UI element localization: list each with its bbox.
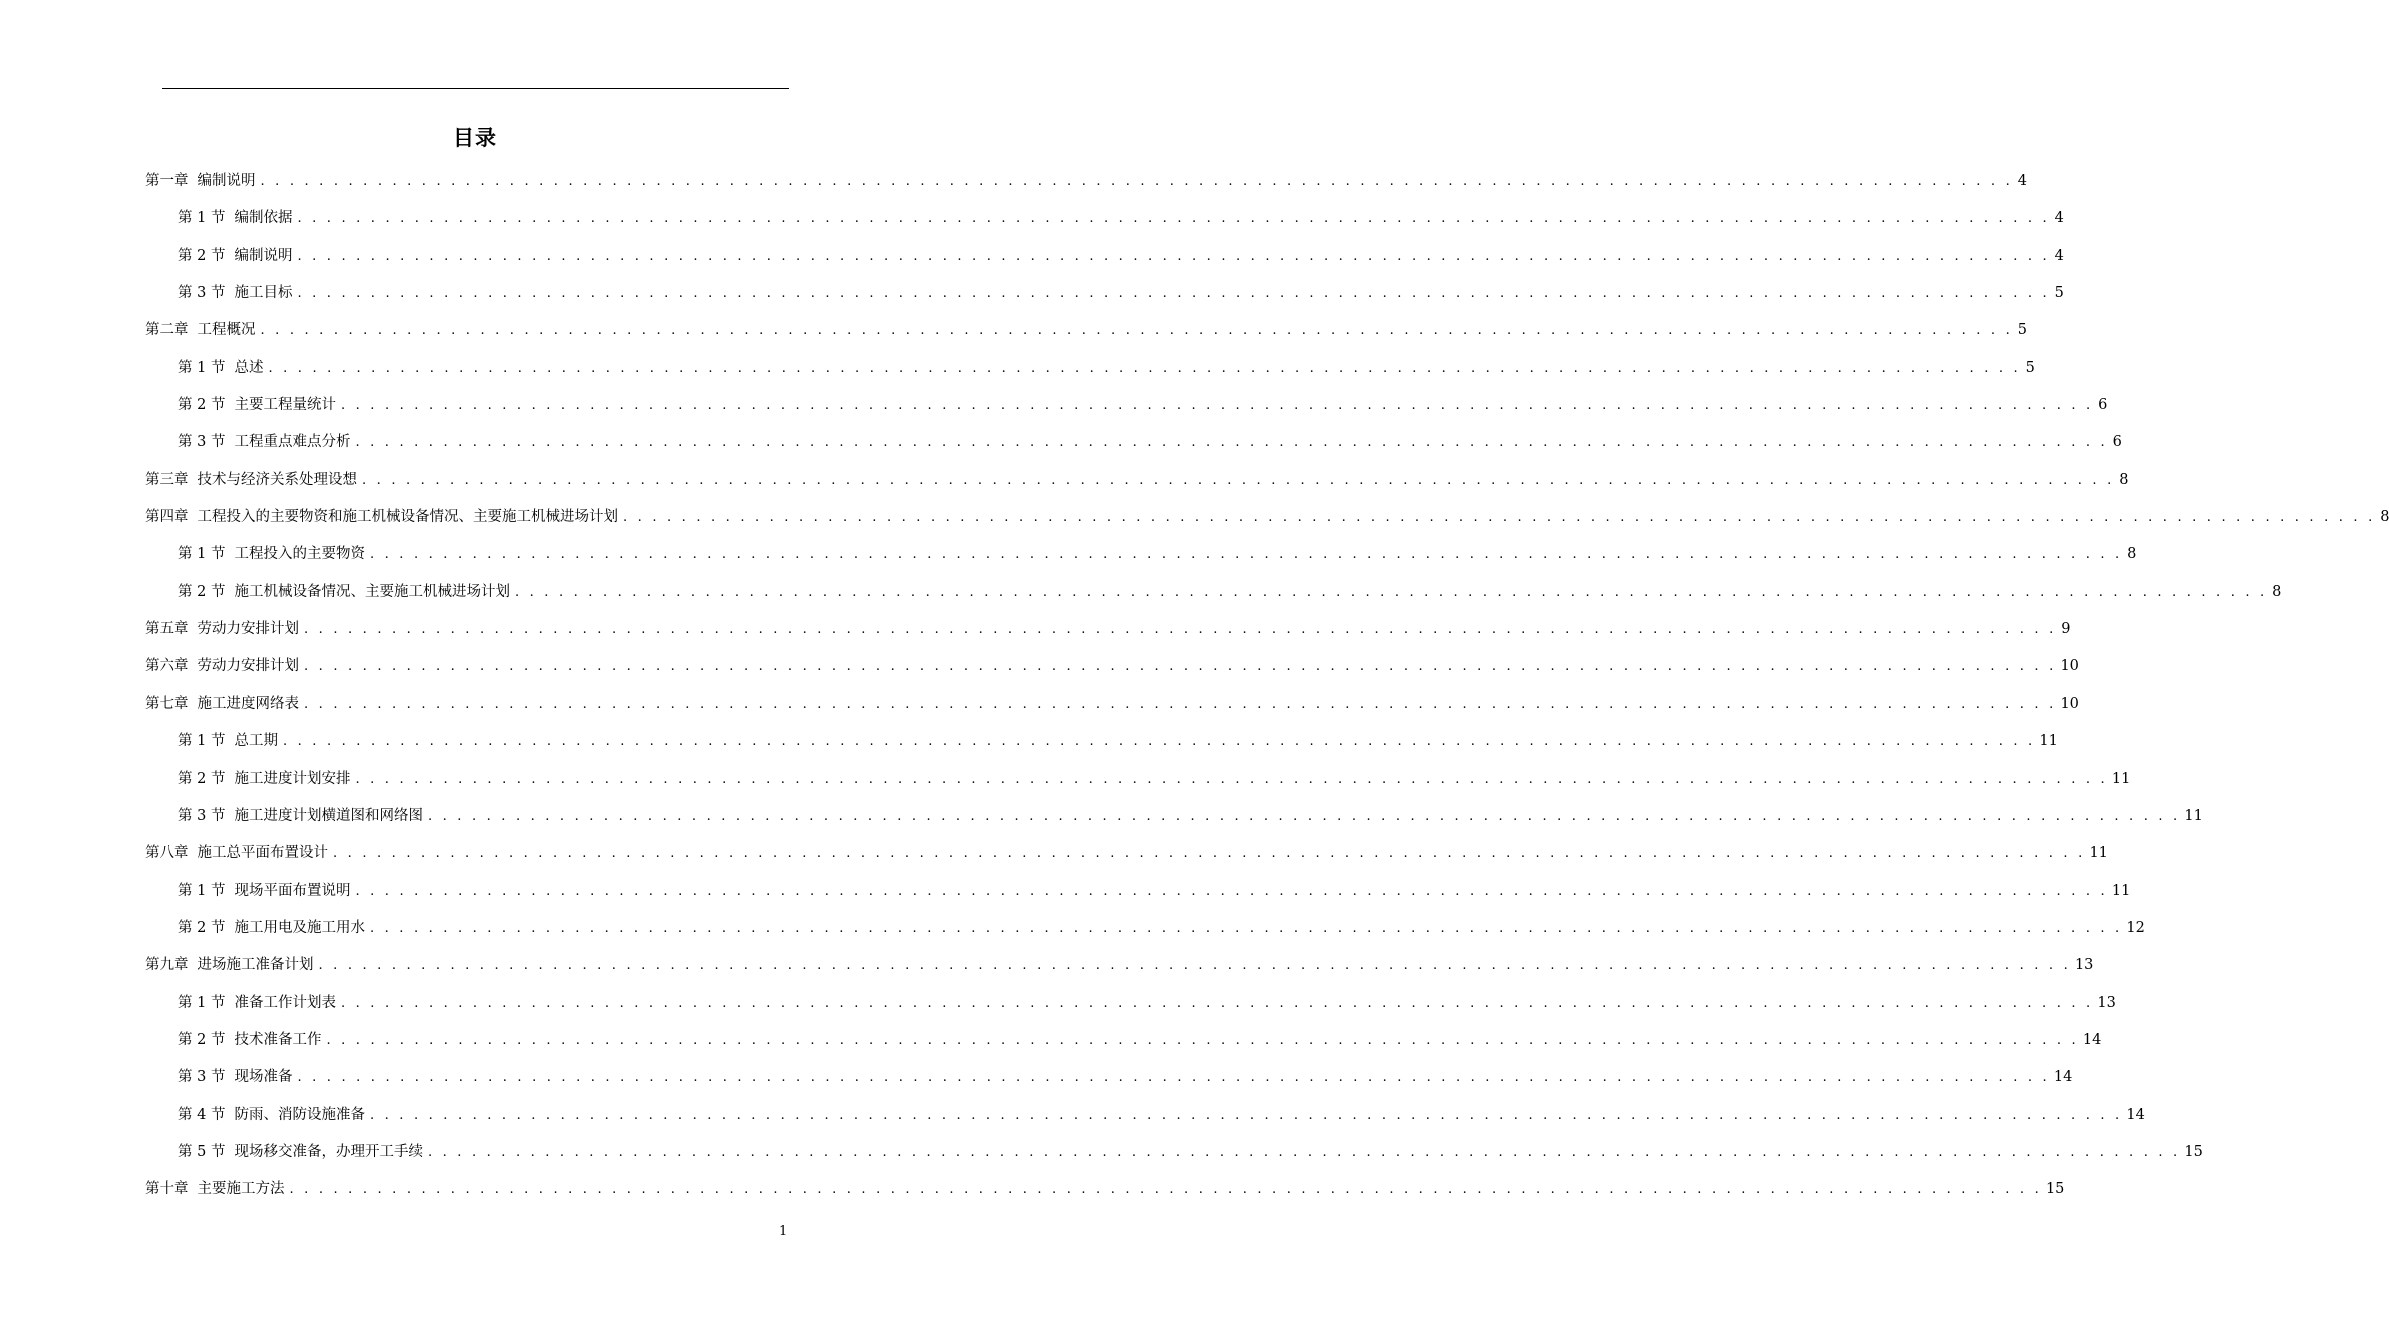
toc-section-entry[interactable] — [145, 761, 2131, 798]
toc-entry-page: 11 — [2111, 770, 2131, 787]
toc-entry-number: 第七章 — [145, 695, 189, 712]
toc-entry-page: 11 — [2089, 845, 2108, 862]
toc-entry-title: 编制说明 — [234, 247, 293, 264]
toc-entry-label — [145, 163, 256, 200]
toc-entry-label — [145, 312, 256, 349]
toc-title: 目录 — [453, 126, 497, 150]
toc-entry-page: 6 — [2098, 397, 2108, 414]
toc-section-entry[interactable] — [145, 275, 2064, 312]
toc-entry-page: 8 — [2380, 509, 2389, 526]
toc-chapter-entry[interactable] — [145, 648, 2079, 685]
toc-section-entry[interactable] — [145, 1134, 2203, 1171]
toc-section-entry[interactable] — [145, 1022, 2102, 1059]
toc-entry-label — [178, 1134, 423, 1171]
toc-section-entry[interactable] — [145, 536, 2137, 573]
toc-entry-title: 工程投入的主要物资 — [234, 546, 365, 563]
toc-entry-number: 第九章 — [145, 957, 189, 974]
toc-entry-page: 4 — [2017, 173, 2027, 189]
toc-entry-number: 第 4 节 — [178, 1106, 226, 1123]
toc-entry-title: 施工用电及施工用水 — [234, 919, 365, 936]
toc-dot-leader: . . . . . . . . . . . . . . . . . . . . . . . . . . . . . . . . . . . . . . . . . . . . . . . . . . . . . . . . . . . . . . . . . . . . . . . . . . . . . . . . . . . . . . . . . . . . . . . . . . . . . . . . . . . . . . . . . . . . . . . . — [369, 547, 2123, 563]
toc-entry-title: 编制说明 — [197, 173, 256, 189]
toc-entry-page: 8 — [2119, 471, 2129, 488]
toc-entry-page: 8 — [2272, 583, 2282, 600]
toc-section-entry[interactable] — [145, 985, 2116, 1022]
toc-chapter-entry[interactable] — [145, 686, 2079, 723]
toc-entry-label — [178, 350, 263, 387]
toc-section-entry[interactable] — [145, 350, 2035, 387]
toc-entry-number: 第 3 节 — [178, 1069, 226, 1086]
toc-entry-number: 第二章 — [145, 322, 189, 339]
toc-dot-leader: . . . . . . . . . . . . . . . . . . . . . . . . . . . . . . . . . . . . . . . . . . . . . . . . . . . . . . . . . . . . . . . . . . . . . . . . . . . . . . . . . . . . . . . . . . . . . . . . . . . . . . . . . . . . . . . . . . . . . . . . — [297, 1070, 2050, 1086]
toc-entry-page: 4 — [2054, 247, 2064, 264]
toc-dot-leader: . . . . . . . . . . . . . . . . . . . . . . . . . . . . . . . . . . . . . . . . . . . . . . . . . . . . . . . . . . . . . . . . . . . . . . . . . . . . . . . . . . . . . . . . . . . . . . . . . . . . . . . . . . . . . . . . . . . . . . . . — [297, 286, 2050, 302]
toc-entry-label — [178, 275, 292, 312]
toc-entry-label — [178, 424, 350, 461]
toc-chapter-entry[interactable] — [145, 1171, 2065, 1208]
toc-entry-label — [178, 387, 336, 424]
toc-entry-page: 14 — [2082, 1031, 2102, 1048]
toc-entry-title: 工程重点难点分析 — [234, 434, 351, 451]
toc-entry-title: 主要工程量统计 — [234, 397, 336, 414]
toc-entry-label — [178, 873, 350, 910]
toc-entry-label — [145, 947, 314, 984]
toc-dot-leader: . . . . . . . . . . . . . . . . . . . . . . . . . . . . . . . . . . . . . . . . . . . . . . . . . . . . . . . . . . . . . . . . . . . . . . . . . . . . . . . . . . . . . . . . . . . . . . . . . . . . . . . . . . . . . . . . . . . . . . . . — [355, 771, 2108, 787]
toc-dot-leader: . . . . . . . . . . . . . . . . . . . . . . . . . . . . . . . . . . . . . . . . . . . . . . . . . . . . . . . . . . . . . . . . . . . . . . . . . . . . . . . . . . . . . . . . . . . . . . . . . . . . . . . . . . . . . . . . . . . . . . . . — [340, 995, 2094, 1011]
toc-chapter-entry[interactable] — [145, 462, 2129, 499]
toc-dot-leader: . . . . . . . . . . . . . . . . . . . . . . . . . . . . . . . . . . . . . . . . . . . . . . . . . . . . . . . . . . . . . . . . . . . . . . . . . . . . . . . . . . . . . . . . . . . . . . . . . . . . . . . . . . . . . . . . . . . . . . . . — [268, 360, 2021, 376]
page-number: 1 — [779, 1224, 788, 1239]
toc-entry-label — [145, 1171, 285, 1208]
toc-entry-title: 劳动力安排计划 — [197, 621, 299, 638]
toc-chapter-entry[interactable] — [145, 163, 2027, 200]
toc-entry-page: 15 — [2045, 1181, 2065, 1198]
toc-entry-number: 第四章 — [145, 509, 189, 526]
toc-entry-title: 主要施工方法 — [197, 1181, 285, 1198]
toc-entry-label — [178, 238, 292, 275]
toc-dot-leader: . . . . . . . . . . . . . . . . . . . . . . . . . . . . . . . . . . . . . . . . . . . . . . . . . . . . . . . . . . . . . . . . . . . . . . . . . . . . . . . . . . . . . . . . . . . . . . . . . . . . . . . . . . . . . . . . . . . . . . . . — [514, 584, 2268, 600]
toc-entry-title: 施工目标 — [234, 285, 293, 302]
toc-entry-label — [145, 648, 299, 685]
toc-entry-page: 4 — [2054, 210, 2064, 227]
toc-entry-title: 总工期 — [234, 733, 278, 750]
toc-entry-title: 技术与经济关系处理设想 — [197, 471, 357, 488]
toc-entry-label — [178, 985, 336, 1022]
toc-entry-number: 第 1 节 — [178, 359, 226, 376]
toc-entry-page: 11 — [2111, 882, 2131, 899]
toc-entry-title: 现场移交准备，办理开工手续 — [234, 1143, 423, 1160]
toc-entry-number: 第三章 — [145, 471, 189, 488]
toc-entry-title: 施工进度计划横道图和网络图 — [234, 807, 423, 824]
toc-entry-title: 准备工作计划表 — [234, 994, 336, 1011]
toc-dot-leader: . . . . . . . . . . . . . . . . . . . . . . . . . . . . . . . . . . . . . . . . . . . . . . . . . . . . . . . . . . . . . . . . . . . . . . . . . . . . . . . . . . . . . . . . . . . . . . . . . . . . . . . . . . . . . . . . . . . . . . . . — [297, 248, 2050, 264]
toc-entry-label — [145, 499, 618, 536]
toc-entry-number: 第五章 — [145, 621, 189, 638]
toc-entry-number: 第 1 节 — [178, 994, 226, 1011]
toc-entry-number: 第 2 节 — [178, 770, 226, 787]
toc-section-entry[interactable] — [145, 200, 2064, 237]
toc-entry-title: 劳动力安排计划 — [197, 658, 299, 675]
toc-entry-label — [178, 798, 423, 835]
toc-entry-title: 工程投入的主要物资和施工机械设备情况、主要施工机械进场计划 — [197, 509, 618, 526]
toc-entry-title: 工程概况 — [197, 322, 256, 339]
toc-dot-leader: . . . . . . . . . . . . . . . . . . . . . . . . . . . . . . . . . . . . . . . . . . . . . . . . . . . . . . . . . . . . . . . . . . . . . . . . . . . . . . . . . . . . . . . . . . . . . . . . . . . . . . . . . . . . . . . . . . . . . . . . — [355, 883, 2108, 899]
toc-dot-leader: . . . . . . . . . . . . . . . . . . . . . . . . . . . . . . . . . . . . . . . . . . . . . . . . . . . . . . . . . . . . . . . . . . . . . . . . . . . . . . . . . . . . . . . . . . . . . . . . . . . . . . . . . . . . . . . . . . . . . . . . — [297, 211, 2050, 227]
toc-dot-leader: . . . . . . . . . . . . . . . . . . . . . . . . . . . . . . . . . . . . . . . . . . . . . . . . . . . . . . . . . . . . . . . . . . . . . . . . . . . . . . . . . . . . . . . . . . . . . . . . . . . . . . . . . . . . . . . . . . . . . . . . — [260, 174, 2013, 189]
toc-entry-label — [178, 910, 365, 947]
toc-section-entry[interactable] — [145, 910, 2145, 947]
toc-entry-title: 进场施工准备计划 — [197, 957, 314, 974]
toc-entry-number: 第 3 节 — [178, 285, 226, 302]
toc-entry-label — [145, 462, 357, 499]
toc-entry-number: 第 3 节 — [178, 434, 226, 451]
toc-entry-page: 13 — [2097, 994, 2116, 1011]
toc-entry-number: 第 2 节 — [178, 583, 226, 600]
table-of-contents — [145, 163, 2389, 1209]
toc-entry-number: 第 2 节 — [178, 919, 226, 936]
toc-entry-page: 9 — [2061, 621, 2071, 638]
toc-entry-title: 现场准备 — [234, 1069, 293, 1086]
toc-entry-title: 防雨、消防设施准备 — [234, 1106, 365, 1123]
toc-entry-number: 第 2 节 — [178, 247, 226, 264]
toc-entry-page: 5 — [2054, 285, 2064, 302]
toc-entry-label — [178, 1022, 321, 1059]
toc-dot-leader: . . . . . . . . . . . . . . . . . . . . . . . . . . . . . . . . . . . . . . . . . . . . . . . . . . . . . . . . . . . . . . . . . . . . . . . . . . . . . . . . . . . . . . . . . . . . . . . . . . . . . . . . . . . . . . . . . . . . . . . . — [289, 1182, 2042, 1198]
toc-entry-title: 技术准备工作 — [234, 1031, 322, 1048]
toc-section-entry[interactable] — [145, 387, 2108, 424]
toc-dot-leader: . . . . . . . . . . . . . . . . . . . . . . . . . . . . . . . . . . . . . . . . . . . . . . . . . . . . . . . . . . . . . . . . . . . . . . . . . . . . . . . . . . . . . . . . . . . . . . . . . . . . . . . . . . . . . . . . . . . . . . . . — [304, 659, 2057, 675]
toc-entry-number: 第六章 — [145, 658, 189, 675]
toc-entry-title: 施工总平面布置设计 — [197, 845, 328, 862]
toc-chapter-entry[interactable] — [145, 611, 2071, 648]
toc-entry-page: 10 — [2060, 695, 2079, 712]
toc-dot-leader: . . . . . . . . . . . . . . . . . . . . . . . . . . . . . . . . . . . . . . . . . . . . . . . . . . . . . . . . . . . . . . . . . . . . . . . . . . . . . . . . . . . . . . . . . . . . . . . . . . . . . . . . . . . . . . . . . . . . . . . . — [362, 472, 2115, 488]
toc-entry-label — [145, 835, 328, 872]
toc-entry-label — [178, 200, 292, 237]
toc-section-entry[interactable] — [145, 238, 2064, 275]
toc-chapter-entry[interactable] — [145, 835, 2108, 872]
toc-entry-page: 11 — [2184, 807, 2203, 824]
toc-entry-label — [178, 536, 365, 573]
toc-entry-number: 第 3 节 — [178, 807, 226, 824]
toc-dot-leader: . . . . . . . . . . . . . . . . . . . . . . . . . . . . . . . . . . . . . . . . . . . . . . . . . . . . . . . . . . . . . . . . . . . . . . . . . . . . . . . . . . . . . . . . . . . . . . . . . . . . . . . . . . . . . . . . . . . . . . . . — [355, 435, 2108, 451]
toc-section-entry[interactable] — [145, 798, 2203, 835]
toc-entry-label — [178, 574, 510, 611]
toc-entry-label — [178, 723, 278, 760]
toc-section-entry[interactable] — [145, 574, 2282, 611]
toc-dot-leader: . . . . . . . . . . . . . . . . . . . . . . . . . . . . . . . . . . . . . . . . . . . . . . . . . . . . . . . . . . . . . . . . . . . . . . . . . . . . . . . . . . . . . . . . . . . . . . . . . . . . . . . . . . . . . . . . . . . . . . . . — [304, 696, 2057, 712]
toc-entry-number: 第一章 — [145, 173, 189, 189]
toc-entry-page: 15 — [2184, 1143, 2203, 1160]
toc-entry-label — [178, 1097, 365, 1134]
toc-entry-number: 第十章 — [145, 1181, 189, 1198]
toc-entry-number: 第 2 节 — [178, 397, 226, 414]
toc-section-entry[interactable] — [145, 723, 2058, 760]
toc-entry-page: 6 — [2112, 434, 2122, 451]
toc-entry-label — [178, 761, 350, 798]
toc-entry-title: 施工机械设备情况、主要施工机械进场计划 — [234, 583, 510, 600]
toc-entry-title: 施工进度计划安排 — [234, 770, 351, 787]
toc-entry-number: 第 5 节 — [178, 1143, 226, 1160]
toc-dot-leader: . . . . . . . . . . . . . . . . . . . . . . . . . . . . . . . . . . . . . . . . . . . . . . . . . . . . . . . . . . . . . . . . . . . . . . . . . . . . . . . . . . . . . . . . . . . . . . . . . . . . . . . . . . . . . . . . . . . . . . . . — [340, 398, 2094, 414]
toc-entry-title: 现场平面布置说明 — [234, 882, 351, 899]
toc-section-entry[interactable] — [145, 1059, 2073, 1096]
toc-chapter-entry[interactable] — [145, 312, 2027, 349]
toc-entry-title: 编制依据 — [234, 210, 293, 227]
toc-entry-number: 第 1 节 — [178, 733, 226, 750]
toc-entry-page: 12 — [2126, 919, 2145, 936]
toc-dot-leader: . . . . . . . . . . . . . . . . . . . . . . . . . . . . . . . . . . . . . . . . . . . . . . . . . . . . . . . . . . . . . . . . . . . . . . . . . . . . . . . . . . . . . . . . . . . . . . . . . . . . . . . . . . . . . . . . . . . . . . . . — [623, 510, 2376, 526]
toc-entry-label — [145, 686, 299, 723]
toc-entry-label — [145, 611, 299, 648]
toc-entry-page: 13 — [2074, 957, 2094, 974]
toc-dot-leader: . . . . . . . . . . . . . . . . . . . . . . . . . . . . . . . . . . . . . . . . . . . . . . . . . . . . . . . . . . . . . . . . . . . . . . . . . . . . . . . . . . . . . . . . . . . . . . . . . . . . . . . . . . . . . . . . . . . . . . . . — [260, 323, 2013, 339]
toc-dot-leader: . . . . . . . . . . . . . . . . . . . . . . . . . . . . . . . . . . . . . . . . . . . . . . . . . . . . . . . . . . . . . . . . . . . . . . . . . . . . . . . . . . . . . . . . . . . . . . . . . . . . . . . . . . . . . . . . . . . . . . . . — [282, 734, 2036, 750]
toc-section-entry[interactable] — [145, 424, 2122, 461]
toc-dot-leader: . . . . . . . . . . . . . . . . . . . . . . . . . . . . . . . . . . . . . . . . . . . . . . . . . . . . . . . . . . . . . . . . . . . . . . . . . . . . . . . . . . . . . . . . . . . . . . . . . . . . . . . . . . . . . . . . . . . . . . . . — [318, 958, 2071, 974]
toc-entry-page: 5 — [2025, 359, 2035, 376]
toc-entry-number: 第八章 — [145, 845, 189, 862]
toc-dot-leader: . . . . . . . . . . . . . . . . . . . . . . . . . . . . . . . . . . . . . . . . . . . . . . . . . . . . . . . . . . . . . . . . . . . . . . . . . . . . . . . . . . . . . . . . . . . . . . . . . . . . . . . . . . . . . . . . . . . . . . . . — [304, 622, 2057, 638]
toc-entry-title: 施工进度网络表 — [197, 695, 299, 712]
toc-entry-page: 5 — [2017, 322, 2027, 339]
toc-dot-leader: . . . . . . . . . . . . . . . . . . . . . . . . . . . . . . . . . . . . . . . . . . . . . . . . . . . . . . . . . . . . . . . . . . . . . . . . . . . . . . . . . . . . . . . . . . . . . . . . . . . . . . . . . . . . . . . . . . . . . . . . — [369, 920, 2123, 936]
toc-entry-number: 第 2 节 — [178, 1031, 226, 1048]
toc-dot-leader: . . . . . . . . . . . . . . . . . . . . . . . . . . . . . . . . . . . . . . . . . . . . . . . . . . . . . . . . . . . . . . . . . . . . . . . . . . . . . . . . . . . . . . . . . . . . . . . . . . . . . . . . . . . . . . . . . . . . . . . . — [333, 846, 2086, 862]
toc-entry-number: 第 1 节 — [178, 546, 226, 563]
toc-dot-leader: . . . . . . . . . . . . . . . . . . . . . . . . . . . . . . . . . . . . . . . . . . . . . . . . . . . . . . . . . . . . . . . . . . . . . . . . . . . . . . . . . . . . . . . . . . . . . . . . . . . . . . . . . . . . . . . . . . . . . . . . — [369, 1107, 2123, 1123]
toc-chapter-entry[interactable] — [145, 499, 2389, 536]
toc-section-entry[interactable] — [145, 873, 2131, 910]
toc-entry-page: 14 — [2053, 1069, 2073, 1086]
toc-entry-page: 10 — [2060, 658, 2079, 675]
toc-entry-page: 8 — [2127, 546, 2137, 563]
header-rule — [162, 88, 789, 89]
toc-dot-leader: . . . . . . . . . . . . . . . . . . . . . . . . . . . . . . . . . . . . . . . . . . . . . . . . . . . . . . . . . . . . . . . . . . . . . . . . . . . . . . . . . . . . . . . . . . . . . . . . . . . . . . . . . . . . . . . . . . . . . . . . — [427, 1144, 2181, 1160]
toc-section-entry[interactable] — [145, 1097, 2145, 1134]
toc-entry-title: 总述 — [234, 359, 264, 376]
toc-chapter-entry[interactable] — [145, 947, 2094, 984]
toc-entry-number: 第 1 节 — [178, 210, 226, 227]
toc-dot-leader: . . . . . . . . . . . . . . . . . . . . . . . . . . . . . . . . . . . . . . . . . . . . . . . . . . . . . . . . . . . . . . . . . . . . . . . . . . . . . . . . . . . . . . . . . . . . . . . . . . . . . . . . . . . . . . . . . . . . . . . . — [427, 808, 2181, 824]
toc-entry-page: 14 — [2126, 1106, 2145, 1123]
toc-entry-page: 11 — [2039, 733, 2058, 750]
toc-entry-number: 第 1 节 — [178, 882, 226, 899]
toc-dot-leader: . . . . . . . . . . . . . . . . . . . . . . . . . . . . . . . . . . . . . . . . . . . . . . . . . . . . . . . . . . . . . . . . . . . . . . . . . . . . . . . . . . . . . . . . . . . . . . . . . . . . . . . . . . . . . . . . . . . . . . . . — [326, 1032, 2079, 1048]
toc-entry-label — [178, 1059, 292, 1096]
